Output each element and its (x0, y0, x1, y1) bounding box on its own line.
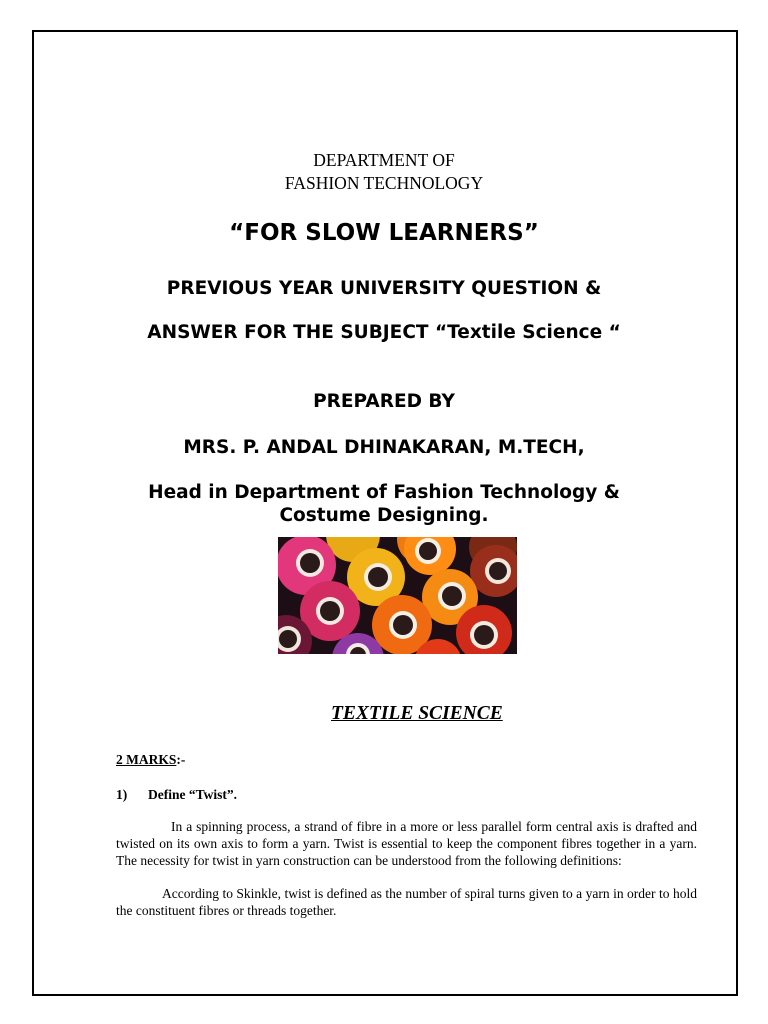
marks-heading (116, 752, 185, 768)
author-position-line-2: Costume Designing. (279, 505, 489, 526)
thread-spools-photo (278, 537, 517, 654)
author-position-line-1: Head in Department of Fashion Technology & (148, 482, 620, 503)
author-name: MRS. P. ANDAL DHINAKARAN, M.TECH, (183, 437, 585, 458)
prepared-by-label: PREPARED BY (313, 391, 455, 412)
question-number: 1) (116, 787, 128, 802)
question-1 (116, 787, 237, 803)
answer-paragraph-2: According to Skinkle, twist is defined as the number of spiral turns given to a yarn in order to hold the constituent fibres or threads together. (116, 886, 697, 918)
marks-label: 2 MARKS (116, 752, 177, 767)
question-text: Define “Twist”. (148, 787, 237, 802)
department-line-1: DEPARTMENT OF (313, 150, 455, 170)
marks-suffix: :- (176, 752, 186, 767)
document-title: “FOR SLOW LEARNERS” (229, 220, 539, 246)
subtitle-line-2: ANSWER FOR THE SUBJECT “Textile Science “ (147, 322, 621, 343)
subtitle-line-1: PREVIOUS YEAR UNIVERSITY QUESTION & (166, 278, 602, 299)
thread-spools-illustration (278, 537, 517, 654)
answer-paragraph-1: In a spinning process, a strand of fibre in a more or less parallel form central axis is drafted and twisted on its own axis to form a yarn. Twist is essential to keep the component fibres together in a yarn. The necessity for twist in yarn construction can be understood from the following definitions: (116, 819, 697, 868)
section-title: TEXTILE SCIENCE (331, 703, 503, 724)
department-line-2: FASHION TECHNOLOGY (284, 173, 484, 193)
